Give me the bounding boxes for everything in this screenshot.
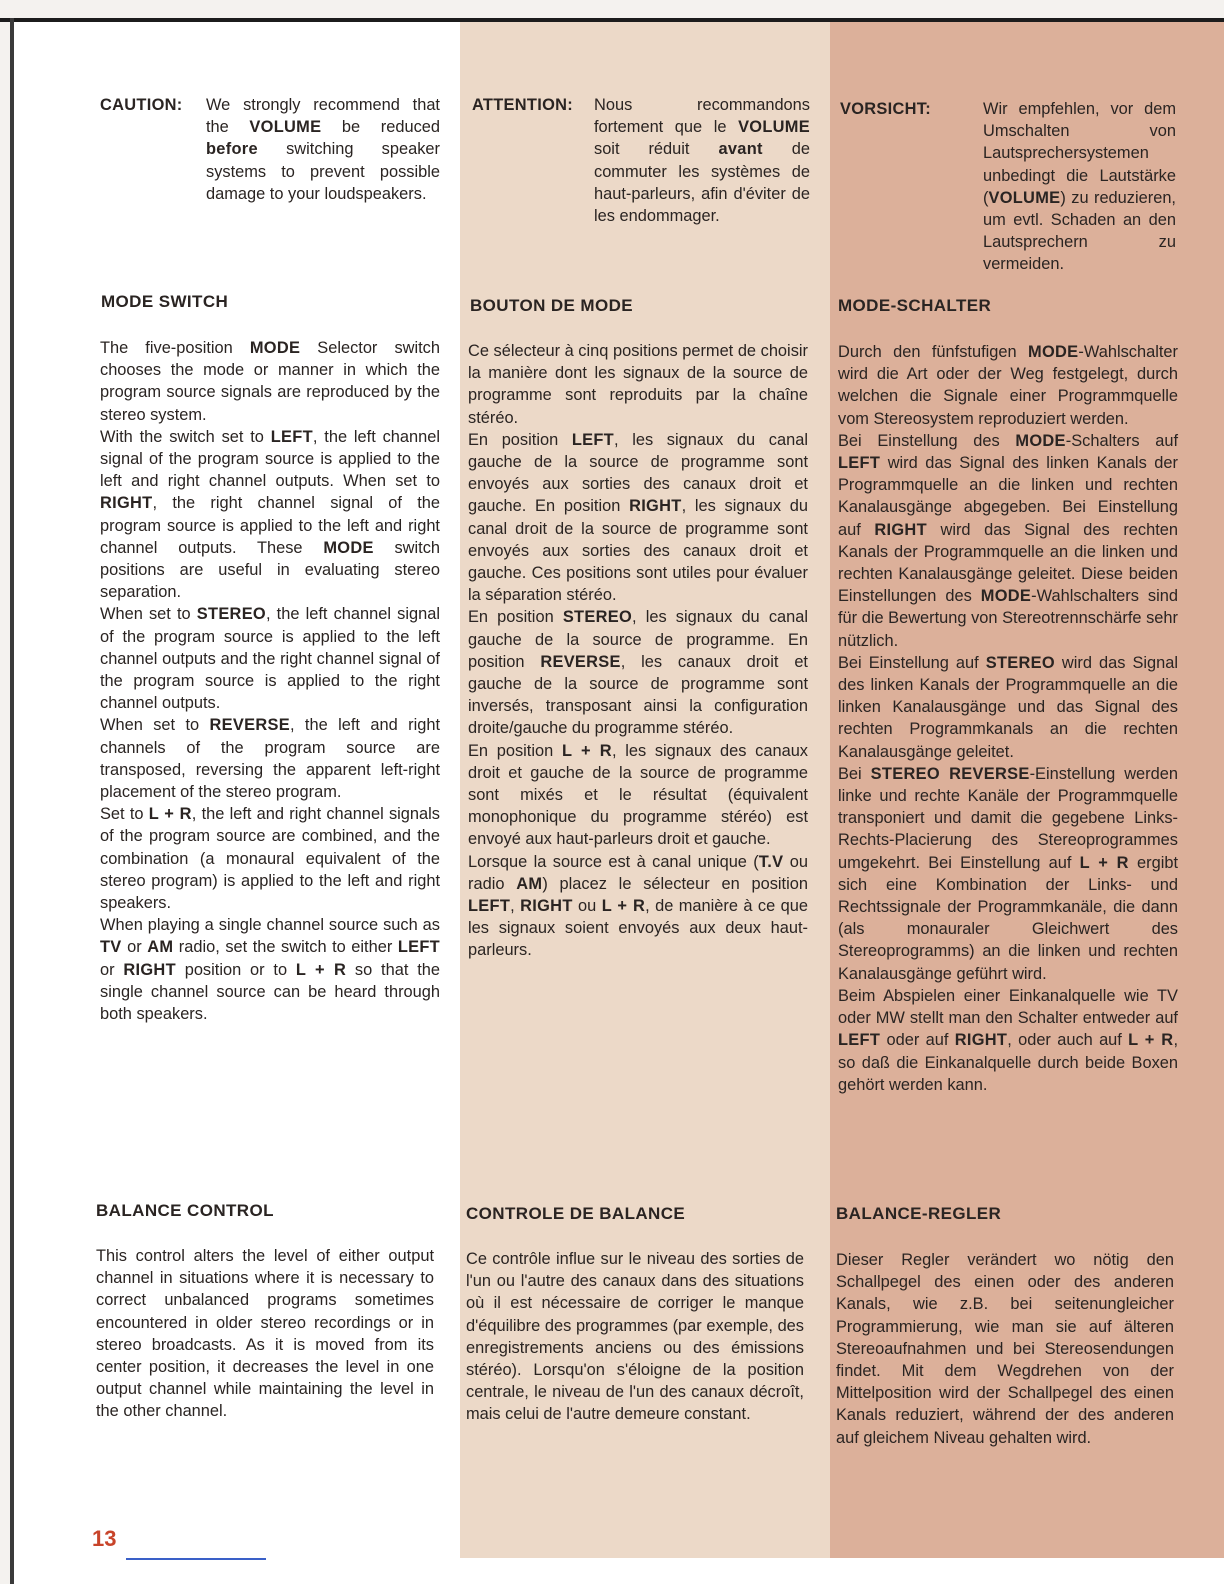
mode-body-de [838,341,1178,1096]
balance-body-fr [466,1248,804,1426]
mode-paragraph-fr: En position LEFT, les signaux du canal gauche de la source de programme sont envoyés aux sorties des canaux droit et gauche. En position RIGHT, les signaux du canal droit de la source de programme sont envoyés aux sorties des canaux droit et gauche. Ces positions sont utiles pour évaluer la séparation stéréo. [468,430,808,605]
mode-heading-en: MODE SWITCH [101,292,229,311]
balance-heading-de: BALANCE-REGLER [836,1204,1002,1223]
balance-heading-fr: CONTROLE DE BALANCE [466,1204,686,1223]
caution-label-fr: ATTENTION: [472,96,574,114]
mode-paragraph-en: Set to L + R, the left and right channel signals of the program source are combined, and the combination (a monaural equivalent of the stereo program) is applied to the left and right speakers. [100,805,440,913]
page-left-edge [10,18,14,1584]
mode-heading-de: MODE-SCHALTER [838,296,992,315]
caution-label-de: VORSICHT: [840,100,932,118]
mode-paragraph-fr: Ce sélecteur à cinq positions permet de choisir la manière dont les signaux de la source de programme sont reproduits par la chaîne stéréo. [468,342,808,427]
mode-paragraph-de: Bei Einstellung des MODE-Schalters auf LEFT wird das Signal des linken Kanals der Programmquelle an die linken und rechten Kanalausgänge abgegeben. Bei Einstellung auf RIGHT wird das Signal des rechten Kanals der Programmquelle an die linken und rechten Kanalausgänge geleitet. Diese beiden Einstellungen des MODE-Wahlschalters sind für die Bewertung von Stereotrennschärfe sehr nützlich. [838,431,1179,650]
balance-body-de [836,1249,1174,1449]
mode-paragraph-en: The five-position MODE Selector switch chooses the mode or manner in which the program source signals are reproduced by the stereo system. [100,339,440,424]
mode-paragraph-fr: En position L + R, les signaux des canaux droit et gauche de la source de programme sont mixés et le résultat (équivalent monophonique du programme stéréo) est envoyé aux haut-parleurs droit et gauche. [468,741,809,849]
balance-text-fr: Ce contrôle influe sur le niveau des sorties de l'un ou l'autre des canaux dans des situations où il est nécessaire de corriger le manque d'équilibre des programmes (par exemple, des enregistrements anciens ou des émissions stéréo). Lorsqu'on s'éloigne de la position centrale, le niveau de l'un des canaux décroît, mais celui de l'autre demeure constant. [466,1250,804,1424]
mode-paragraph-de: Beim Abspielen einer Einkanalquelle wie TV oder MW stellt man den Schalter entweder auf LEFT oder auf RIGHT, oder auch auf L + R, so daß die Einkanalquelle durch beide Boxen gehört werden kann. [838,986,1178,1094]
balance-text-de: Dieser Regler verändert wo nötig den Schallpegel des einen oder des anderen Kanals, wie z.B. bei seitenungleicher Programmierung, wie man sie auf älteren Stereoaufnahmen und bei Stereosendungen findet. Mit dem Wegdrehen von der Mittelposition wird der Schallpegel des einen Kanals reduziert, während der des anderen auf gleichem Niveau gehalten wird. [836,1251,1174,1447]
balance-heading-en: BALANCE CONTROL [96,1201,274,1220]
mode-body-en [100,337,440,1025]
mode-paragraph-fr: Lorsque la source est à canal unique (T.V ou radio AM) placez le sélecteur en position LEFT, RIGHT ou L + R, de manière à ce que les signaux soient envoyés aux deux haut-parleurs. [468,852,808,960]
caution-text-fr: Nous recommandons fortement que le VOLUME soit réduit avant de commuter les systèmes de haut-parleurs, afin d'éviter de les endommager. [594,96,810,226]
page-bottom-margin [14,1558,1224,1584]
mode-paragraph-de: Durch den fünfstufigen MODE-Wahlschalter wird die Art oder der Weg festgelegt, durch welchen die Signale einer Programmquelle vom Stereosystem reproduziert werden. [838,343,1178,428]
caution-label-en: CAUTION: [100,96,183,114]
mode-paragraph-de: Bei Einstellung auf STEREO wird das Signal des linken Kanals der Programmquelle an die linken Kanalausgänge und das Signal des rechten Programmkanals an die rechten Kanalausgänge geleitet. [838,653,1179,761]
balance-body-en [96,1245,434,1423]
mode-paragraph-de: Bei STEREO REVERSE-Einstellung werden linke und rechte Kanäle der Programmquelle transponiert und damit die gegebene Links-Rechts-Placierung des Stereoprogrammes umgekehrt. Bei Einstellung auf L + R ergibt sich eine Kombination der Links- und Rechtssignale der Programmkanäle, die dann (als monauraler Gleichwert des Stereoprogramms) an die linken und rechten Kanalausgänge geführt wird. [838,764,1179,983]
mode-paragraph-en: When set to REVERSE, the left and right channels of the program source are transposed, reversing the apparent left-right placement of the stereo program. [100,716,441,802]
mode-body-fr [468,340,808,962]
caution-text-en: We strongly recommend that the VOLUME be reduced before switching speaker systems to prevent possible damage to your loudspeakers. [206,96,441,203]
blue-rule [126,1558,266,1560]
mode-heading-fr: BOUTON DE MODE [470,296,634,315]
mode-paragraph-fr: En position STEREO, les signaux du canal gauche de la source de programme. En position REVERSE, les canaux droit et gauche de la source de programme sont inversés, transposant ainsi la configuration droite/gauche du programme stéréo. [468,608,808,738]
page-number: 13 [92,1526,117,1551]
balance-text-en: This control alters the level of either output channel in situations where it is necessary to correct unbalanced programs sometimes encountered in older stereo recordings or in stereo broadcasts. As it is moved from its center position, it decreases the level in one output channel while maintaining the level in the other channel. [96,1247,434,1421]
mode-paragraph-en: When playing a single channel source such as TV or AM radio, set the switch to either LEFT or RIGHT position or to L + R so that the single channel source can be heard through both speakers. [100,916,440,1024]
mode-paragraph-en: With the switch set to LEFT, the left channel signal of the program source is applied to the left and right channel outputs. When set to RIGHT, the right channel signal of the program source is applied to the left and right channel outputs. These MODE switch positions are useful in evaluating stereo separation. [100,427,440,602]
mode-paragraph-en: When set to STEREO, the left channel signal of the program source is applied to the left channel outputs and the right channel signal of the program source is applied to the right channel outputs. [100,605,440,713]
caution-text-de: Wir empfehlen, vor dem Umschalten von Lautsprechersystemen unbedingt die Lautstärke (VOLUME) zu reduzieren, um evtl. Schaden an den Lautsprechern zu vermeiden. [983,100,1176,274]
